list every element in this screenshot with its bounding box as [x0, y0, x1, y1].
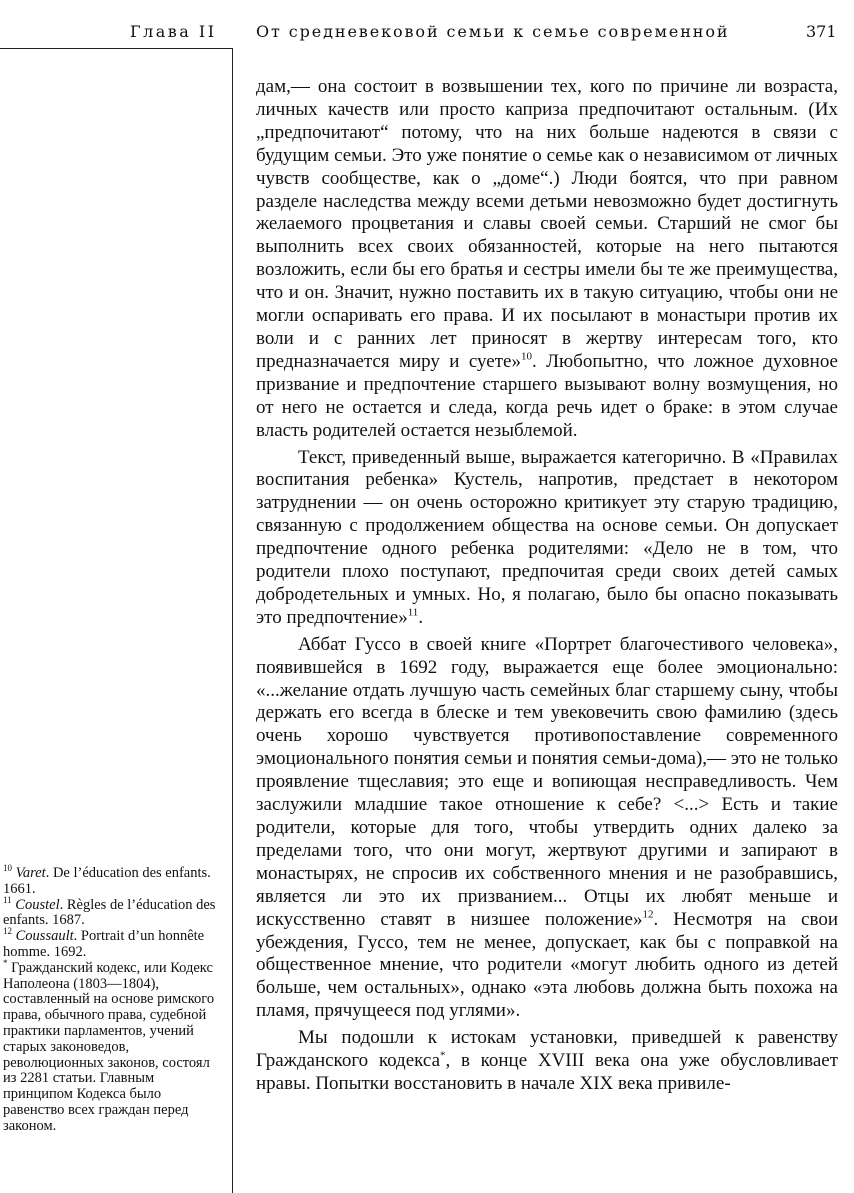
margin-notes: [3, 863, 225, 1135]
chapter-label: Глава II: [130, 22, 217, 41]
running-title: От средневековой семьи к семье современной: [256, 22, 730, 41]
footnote-ref-10: 10: [520, 350, 532, 363]
note-author: Coussault: [15, 928, 74, 945]
paragraph-3: Аббат Гуссо в своей книге «Портрет благочестивого человека», появившейся в 1692 году, выражается еще более эмоционально: «...желание отдать лучшую часть семейных благ старшему сыну, чтобы держать его всегда в блеске и тем увековечить свою фамилию (здесь очень хорошо чувствуется противопоставление современного эмоционального понятия семьи и понятия семьи-дома),— это не только проявление тщеславия; это еще и вопиющая несправедливость. Чем заслужили младшие такое отношение к себе? <...> Есть и такие родители, которые для того, чтобы утвердить одних далеко за пределами того, что они могут, жертвуют другими и запирают в монастырях, не спросив их собственного мнения и не разобравшись, является ли это их призванием... Отцы их любят меньше и искусственно ставят в низшее положение»$^{12}$. Несмотря на свои убеждения, Гуссо, тем не менее, допускает, как бы с поправкой на общественное мнение, что родители «могут любить одного из детей больше, чем остальных», однако «эта любовь должна быть похожа на пламя, прячущееся под углями».: [256, 633, 838, 1022]
footnote-ref-star: *: [440, 1049, 446, 1062]
note-10: $^{10}$ Varet. De l’éducation des enfants. 1661.: [3, 863, 211, 897]
note-author: Varet: [15, 865, 46, 881]
margin-rule: [232, 48, 233, 1193]
note-12: $^{12}$ Coussault. Portrait d’un honnête homme. 1692.: [3, 926, 205, 960]
running-header: [0, 0, 854, 48]
paragraph-1: дам,— она состоит в возвышении тех, кого по причине ли возраста, личных качеств или просто каприза предпочитают остальным. (Их „предпочитают“ потому, что на них больше надеются в связи с будущим семьи. Это уже понятие о семье как о независимом от личных чувств сообществе, как о „доме“.) Люди боятся, что при равном разделе наследства между всеми детьми невозможно будет достигнуть желаемого процветания и славы своей семьи. Старший не смог бы выполнить всех своих обязанностей, которые на него пытаются возложить, если бы его братья и сестры имели бы те же преимущества, что и он. Значит, нужно поставить их в такую ситуацию, чтобы они не могли оспаривать его права. И их посылают в монастыри против их воли и с ранних лет приносят в жертву интересам того, кто предназначается миру и суете»$^{10}$. Любопытно, что ложное духовное призвание и предпочтение старшего вызывают волну возмущения, но от него не остается и следа, когда речь идет о браке: в этом случае власть родителей остается незыблемой.: [256, 76, 838, 441]
note-11: $^{11}$ Coustel. Règles de l’éducation des enfants. 1687.: [3, 894, 216, 929]
footnote-ref-11: 11: [407, 606, 419, 619]
footnote-ref-12: 12: [642, 908, 654, 921]
main-text: [256, 76, 838, 1096]
paragraph-4: Мы подошли к истокам установки, приведшей к равенству Гражданского кодекса*, в конце XVIII века она уже обусловливает нравы. Попытки восстановить в начале XIX века привиле-: [256, 1027, 838, 1094]
header-rule: [0, 48, 232, 49]
paragraph-2: Текст, приведенный выше, выражается категорично. В «Правилах воспитания ребенка» Кустель, напротив, предстает в некотором затруднении — он очень осторожно критикует эту старую традицию, связанную с продолжением общества на основе семьи. Он допускает предпочтение одного ребенка родителями: «Дело не в том, что родители плохо поступают, предпочитая среди своих детей самых добродетельных и умных. Но, я полагаю, было бы опасно показывать это предпочтение»$^{11}$.: [256, 446, 838, 628]
note-author: Coustel: [15, 896, 60, 913]
page-number: 371: [806, 22, 837, 41]
note-star: * Гражданский кодекс, или Кодекс Наполеона (1803—1804), составленный на основе римского права, обычного права, судебной практики парламентов, учений старых законоведов, революционных законов, состоял из 2281 статьи. Главным принципом Кодекса было равенство всех граждан перед законом.: [3, 957, 215, 1134]
